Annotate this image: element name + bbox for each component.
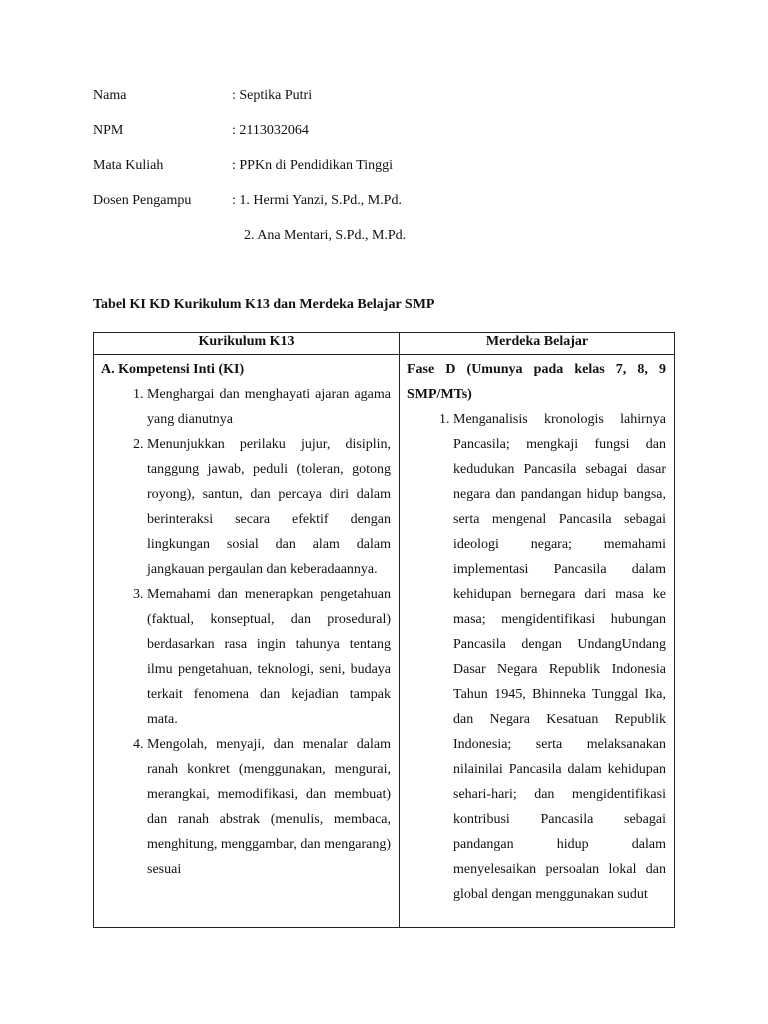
k13-cell: [94, 355, 400, 928]
ki-item: 1. Menghargai dan menghayati ajaran agama yang dianutnya: [147, 382, 391, 432]
info-label: Mata Kuliah: [93, 158, 164, 173]
info-value: : Septika Putri: [232, 88, 313, 103]
ki-item: 4. Mengolah, menyaji, dan menalar dalam ranah konkret (menggunakan, mengurai, merangkai, memodifikasi, dan membuat) dan ranah abstrak (menulis, membaca, menghitung, menggambar, dan mengarang) sesuai: [147, 732, 391, 882]
fase-d-item: 1. Menganalisis kronologis lahirnya Pancasila; mengkaji fungsi dan kedudukan Pancasila sebagai dasar negara dan pandangan hidup bangsa, serta mengenal Pancasila sebagai ideologi negara; memahami implementasi Pancasila dalam kehidupan bernegara dari masa ke masa; mengidentifikasi hubungan Pancasila dengan UndangUndang Dasar Negara Republik Indonesia Tahun 1945, Bhinneka Tunggal Ika, dan Negara Kesatuan Republik Indonesia; serta melaksanakan nilainilai Pancasila dalam kehidupan sehari-hari; dan mengidentifikasi kontribusi Pancasila sebagai pandangan hidup dalam menyelesaikan persoalan lokal dan global dengan menggunakan sudut: [453, 407, 666, 907]
info-value: : PPKn di Pendidikan Tinggi: [232, 158, 394, 173]
header-k13: Kurikulum K13: [94, 333, 400, 355]
table-header-row: [94, 333, 675, 355]
ki-item: 3. Memahami dan menerapkan pengetahuan (faktual, konseptual, dan prosedural) berdasarkan rasa ingin tahunya tentang ilmu pengetahuan, teknologi, seni, budaya terkait fenomena dan kejadian tampak mata.: [147, 582, 391, 732]
ki-item: 2. Menunjukkan perilaku jujur, disiplin, tanggung jawab, peduli (toleran, gotong royong), santun, dan percaya diri dalam berinteraksi secara efektif dengan lingkungan sosial dan alam dalam jangkauan pergaulan dan keberadaannya.: [147, 432, 391, 582]
ki-list: [101, 382, 391, 882]
info-label: Nama: [93, 88, 127, 103]
info-value: 2. Ana Mentari, S.Pd., M.Pd.: [244, 228, 407, 243]
fase-d-list: [407, 407, 666, 907]
info-value: : 1. Hermi Yanzi, S.Pd., M.Pd.: [232, 193, 402, 208]
ki-heading: A. Kompetensi Inti (KI): [101, 362, 245, 377]
table-row: [94, 355, 675, 928]
table-title: Tabel KI KD Kurikulum K13 dan Merdeka Belajar SMP: [93, 297, 435, 312]
merdeka-cell: [400, 355, 675, 928]
info-label: NPM: [93, 123, 124, 138]
comparison-table: [93, 332, 675, 928]
info-value: : 2113032064: [232, 123, 309, 138]
fase-d-heading: Fase D (Umunya pada kelas 7, 8, 9 SMP/MTs): [407, 362, 666, 402]
header-merdeka: Merdeka Belajar: [400, 333, 675, 355]
info-label: Dosen Pengampu: [93, 193, 192, 208]
